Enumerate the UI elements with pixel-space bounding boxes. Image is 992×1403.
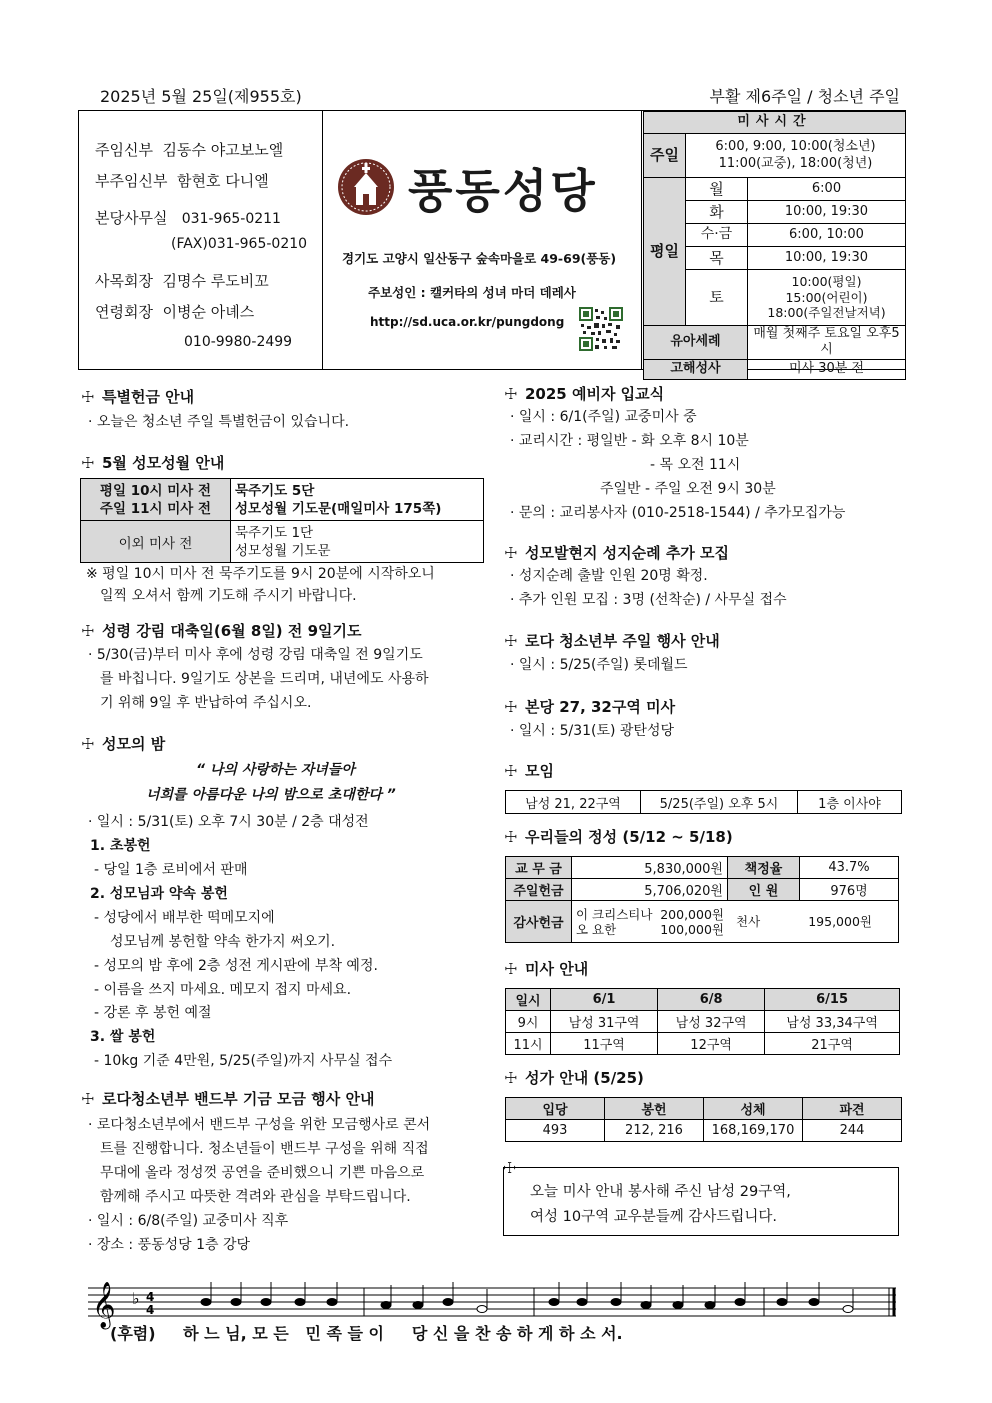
novena-line: · 5/30(금)부터 미사 후에 성령 강림 대축일 전 9일기도 [88,647,423,663]
liturgical-week: 부활 제6주일 / 청소년 주일 [709,87,900,106]
catechumen-line: 주일반 - 주일 오전 9시 30분 [600,481,776,497]
marian-item: - 10kg 기준 4만원, 5/25(주일)까지 사무실 접수 [94,1053,393,1069]
mass-guide-cell: 남성 32구역 [658,1011,765,1033]
novena-line: 기 위해 9일 후 반납하여 주십시오. [100,695,312,711]
pilgrimage-line: · 성지순례 출발 인원 20명 확정. [510,568,708,584]
district-mass-title: ☩ 본당 27, 32구역 미사 [504,698,676,716]
mass-guide-cell: 11구역 [551,1033,658,1055]
donor-amount: 200,000원 [660,906,724,922]
catechumen-line: - 목 오전 11시 [650,457,741,473]
band-line: · 장소 : 풍동성당 1층 강당 [88,1237,251,1253]
cross-icon: ☩ [504,698,518,716]
hymn-number: 493 [506,1120,605,1142]
donor-name: 천사 [736,914,761,929]
office-label: 본당사무실 [95,209,168,227]
cross-icon: ☩ [504,828,518,846]
marian-quote-2: 너희를 아름다운 나의 밤으로 초대한다 ” [146,787,396,803]
mass-time-table [643,111,906,380]
band-line: · 일시 : 6/8(주일) 교중미사 직후 [88,1213,289,1229]
mass-guide-cell: 남성 31구역 [551,1011,658,1033]
office-fax: (FAX)031-965-0210 [171,236,308,252]
saturday-time-1: 10:00(평일) [791,274,862,290]
office-tel: 031-965-0211 [181,211,281,227]
church-name: 풍동성당 [408,164,598,218]
mass-guide-title: ☩ 미사 안내 [504,960,589,978]
mass-guide-header: 6/15 [765,989,900,1011]
cross-icon: ☩ [504,632,518,650]
novena-title: ☩ 성령 강림 대축일(6월 8일) 전 9일기도 [81,622,362,640]
catechumen-title: ☩ 2025 예비자 입교식 [504,385,665,403]
cross-icon: ☩ [504,762,518,780]
federation-name: 이병순 아녜스 [162,303,255,321]
cross-icon: ☩ [81,735,95,753]
special-offering-title: ☩ 특별헌금 안내 [81,388,195,406]
sunday-times-2: 11:00(교중), 18:00(청년) [718,155,873,171]
mass-guide-cell: 21구역 [765,1033,900,1055]
may-month-table [80,478,484,563]
roda-event-line: · 일시 : 5/25(주일) 롯데월드 [510,657,688,673]
weekday-day: 월 [686,178,748,201]
council-name: 김명수 루도비꼬 [162,272,269,290]
mass-guide-header: 일시 [506,989,551,1011]
svg-text:4: 4 [146,1290,155,1304]
donor-name: 이 크리스티나 [576,906,653,922]
marian-heading-1: 1. 초봉헌 [90,838,151,854]
issue-date: 2025년 5월 25일(제955호) [100,87,302,106]
weekday-label: 평일 [644,178,686,326]
cross-icon: ☩ [504,385,518,403]
offering-value: 976명 [800,879,899,901]
catechumen-line: · 문의 : 교리봉사자 (010-2518-1544) / 추가모집가능 [510,505,846,521]
hymn-guide-table [505,1097,902,1142]
offering-value: 5,830,000원 [572,857,728,879]
header-box [78,110,906,376]
donor-name: 오 요한 [576,921,617,937]
marian-item: 성모님께 봉헌할 약속 한가지 써오기. [110,934,336,950]
mass-guide-cell: 9시 [506,1011,551,1033]
marian-date: · 일시 : 5/31(토) 오후 7시 30분 / 2층 대성전 [88,814,369,830]
may-row2-right-2: 성모성월 기도문 [235,542,331,559]
pastor-label: 주임신부 [95,141,153,159]
cross-icon: ☩ [81,1090,95,1108]
marian-night-title: ☩ 성모의 밤 [81,735,166,753]
svg-text:4: 4 [146,1303,155,1317]
meeting-group: 남성 21, 22구역 [506,791,641,814]
band-title: ☩ 로다청소년부 밴드부 기금 모금 행사 안내 [81,1090,375,1108]
federation-label: 연령회장 [95,303,153,321]
saturday-time-2: 15:00(어린이) [785,289,868,305]
offering-value: 5,706,020원 [572,879,728,901]
marian-item: - 이름을 쓰지 마세요. 메모지 접지 마세요. [94,982,352,998]
weekday-time: 6:00 [748,178,906,201]
hymn-header: 파견 [803,1098,902,1120]
qr-code [579,307,623,351]
offering-table [505,856,899,943]
hymn-number: 212, 216 [605,1120,704,1142]
church-banner [324,111,642,369]
may-row1-right-1: 묵주기도 5단 [235,482,315,499]
cross-icon: ☩ [81,454,95,472]
offering-title: ☩ 우리들의 정성 (5/12 ~ 5/18) [504,828,733,846]
church-url[interactable]: http://sd.uca.or.kr/pungdong [370,315,565,329]
thanks-box [503,1167,899,1236]
may-month-title: ☩ 5월 성모성월 안내 [81,454,225,472]
svg-text:♭: ♭ [132,1289,140,1308]
offering-label: 주일헌금 [506,879,572,901]
offering-label: 감사헌금 [506,901,572,943]
meeting-title: ☩ 모임 [504,762,554,780]
mass-guide-cell: 12구역 [658,1033,765,1055]
mass-guide-cell: 남성 33,34구역 [765,1011,900,1033]
federation-tel: 010-9980-2499 [184,334,293,350]
donor-amount: 195,000원 [808,914,872,929]
mass-guide-cell: 11시 [506,1033,551,1055]
pastor-name: 김동수 야고보노엘 [162,141,284,159]
confession-label: 고해성사 [644,359,748,379]
meeting-place: 1층 이사야 [798,791,902,814]
svg-text:𝄞: 𝄞 [92,1282,116,1328]
offering-value: 43.7% [800,857,899,879]
hymn-number: 244 [803,1120,902,1142]
donor-amount: 100,000원 [660,921,724,937]
meeting-time: 5/25(주일) 오후 5시 [641,791,798,814]
patron-saint: 주보성인 : 캘커타의 성녀 마더 데레사 [368,285,576,300]
cross-icon: ☩ [503,1159,517,1177]
marian-item: - 성당에서 배부한 떡메모지에 [94,910,275,926]
weekday-time: 10:00, 19:30 [748,247,906,270]
weekday-time: 10:00, 19:30 [748,201,906,224]
cross-icon: ☩ [81,622,95,640]
mass-guide-table [505,988,900,1055]
offering-label: 인 원 [728,879,800,901]
weekday-day: 수·금 [686,224,748,247]
mass-time-title: 미사시간 [644,112,906,134]
marian-item: - 당일 1층 로비에서 판매 [94,862,248,878]
marian-quote-1: “ 나의 사랑하는 자녀들아 [196,762,355,778]
refrain-lyrics: 하 느 님, 모 든 민 족 들 이 당 신 을 찬 송 하 게 하 소 서. [183,1324,623,1343]
hymn-number: 168,169,170 [704,1120,803,1142]
church-address: 경기도 고양시 일산동구 숲속마을로 49-69(풍동) [342,251,617,266]
refrain-score [88,1280,898,1343]
infant-baptism-time: 매월 첫째주 토요일 오후5시 [748,326,906,360]
staff-info [79,111,323,369]
hymn-guide-title: ☩ 성가 안내 (5/25) [504,1069,644,1087]
marian-heading-2: 2. 성모님과 약속 봉헌 [90,886,228,902]
marian-item: - 성모의 밤 후에 2층 성전 게시판에 부착 예정. [94,958,378,974]
may-row2-right-1: 묵주기도 1단 [235,524,314,541]
may-note-1: ※ 평일 10시 미사 전 묵주기도를 9시 20분에 시작하오니 [86,566,435,582]
church-logo [336,157,396,217]
district-mass-line: · 일시 : 5/31(토) 광탄성당 [510,723,674,739]
hymn-header: 봉헌 [605,1098,704,1120]
saturday-day: 토 [686,270,748,326]
thanks-line: 여성 10구역 교우분들께 감사드립니다. [530,1209,777,1225]
novena-line: 를 바칩니다. 9일기도 상본을 드리며, 내년에도 사용하 [100,671,429,687]
special-offering-text: · 오늘은 청소년 주일 특별헌금이 있습니다. [88,414,350,430]
cross-icon: ☩ [504,960,518,978]
may-row1-right-2: 성모성월 기도문(매일미사 175쪽) [235,500,442,517]
offering-label: 교 무 금 [506,857,572,879]
assistant-name: 함현호 다니엘 [177,172,269,190]
council-label: 사목회장 [95,272,153,290]
weekday-day: 화 [686,201,748,224]
confession-time: 미사 30분 전 [748,359,906,379]
cross-icon: ☩ [504,1069,518,1087]
band-line: 트를 진행합니다. 청소년들이 밴드부 구성을 위해 직접 [100,1141,429,1157]
pilgrimage-title: ☩ 성모발현지 성지순례 추가 모집 [504,544,730,562]
sunday-label: 주일 [644,134,686,178]
marian-item: - 강론 후 봉헌 예절 [94,1005,212,1021]
band-line: 함께해 주시고 따뜻한 격려와 관심을 부탁드립니다. [100,1189,411,1205]
cross-icon: ☩ [81,388,95,406]
thanks-line: 오늘 미사 안내 봉사해 주신 남성 29구역, [530,1184,791,1200]
meeting-table [505,790,902,814]
catechumen-line: · 일시 : 6/1(주일) 교중미사 중 [510,409,697,425]
marian-heading-3: 3. 쌀 봉헌 [90,1029,156,1045]
cross-icon: ☩ [504,544,518,562]
mass-guide-header: 6/1 [551,989,658,1011]
weekday-time: 6:00, 10:00 [748,224,906,247]
infant-baptism-label: 유아세례 [644,326,748,360]
pilgrimage-line: · 추가 인원 모집 : 3명 (선착순) / 사무실 접수 [510,592,787,608]
roda-event-title: ☩ 로다 청소년부 주일 행사 안내 [504,632,720,650]
may-row1-left-1: 평일 10시 미사 전 [99,482,212,499]
may-row2-left: 이외 미사 전 [81,521,231,563]
hymn-header: 성체 [704,1098,803,1120]
refrain-label: (후렴) [110,1324,156,1343]
band-line: 무대에 올라 정성껏 공연을 준비했으니 기쁜 마음으로 [100,1165,425,1181]
may-row1-left-2: 주일 11시 미사 전 [99,500,212,517]
saturday-time-3: 18:00(주일전날저녁) [767,305,886,321]
band-line: · 로다청소년부에서 밴드부 구성을 위한 모금행사로 콘서 [88,1117,431,1133]
may-note-2: 일찍 오셔서 함께 기도해 주시기 바랍니다. [100,588,357,604]
offering-label: 책정율 [728,857,800,879]
assistant-label: 부주임신부 [95,172,168,190]
mass-guide-header: 6/8 [658,989,765,1011]
hymn-header: 입당 [506,1098,605,1120]
sunday-times-1: 6:00, 9:00, 10:00(청소년) [715,139,876,155]
catechumen-line: · 교리시간 : 평일반 - 화 오후 8시 10분 [510,433,749,449]
weekday-day: 목 [686,247,748,270]
